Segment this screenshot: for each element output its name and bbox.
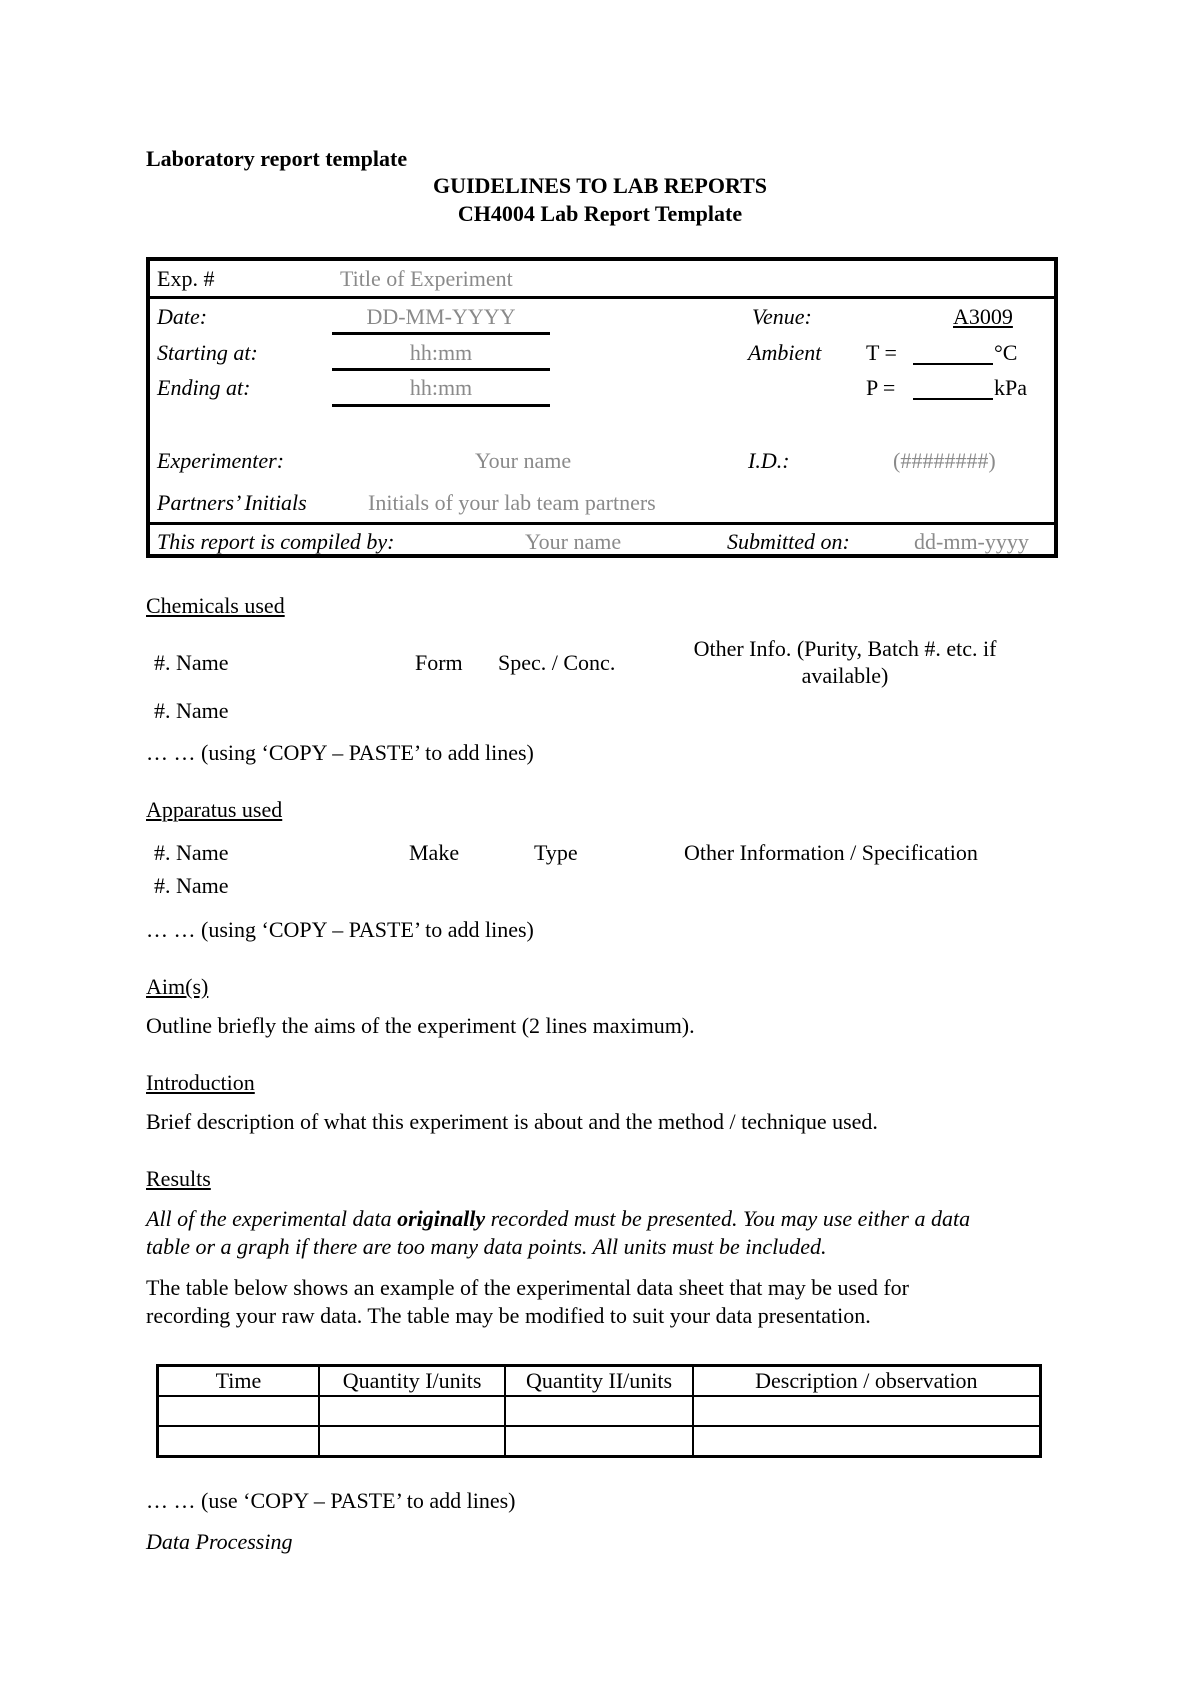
- exp-row-divider: [146, 296, 1058, 299]
- id-field[interactable]: (########): [893, 448, 996, 473]
- ending-underline: [332, 404, 550, 407]
- chemicals-row-name: #. Name: [154, 698, 229, 723]
- apparatus-row-name: #. Name: [154, 873, 229, 898]
- results-instruction-line2: table or a graph if there are too many data points. All units must be included.: [146, 1234, 827, 1259]
- apparatus-col-type: Type: [534, 840, 578, 865]
- partners-field[interactable]: Initials of your lab team partners: [368, 490, 656, 515]
- table-header-quantity-1: Quantity I/units: [319, 1366, 505, 1397]
- table-row: [158, 1396, 1041, 1426]
- results-instruction-line1: [146, 1206, 970, 1232]
- table-cell[interactable]: [505, 1396, 692, 1426]
- table-header-quantity-2: Quantity II/units: [505, 1366, 692, 1397]
- compiled-row-divider: [146, 522, 1058, 525]
- submitted-on-field[interactable]: dd-mm-yyyy: [914, 529, 1029, 554]
- table-header-description: Description / observation: [693, 1366, 1041, 1397]
- ending-time-field[interactable]: hh:mm: [409, 375, 473, 400]
- ambient-label: Ambient: [748, 340, 822, 365]
- results-instruction-a: All of the experimental data: [146, 1206, 398, 1231]
- starting-underline: [332, 368, 550, 371]
- apparatus-col-make: Make: [409, 840, 460, 865]
- date-field[interactable]: DD-MM-YYYY: [366, 304, 516, 329]
- table-cell[interactable]: [319, 1396, 505, 1426]
- pressure-unit: kPa: [994, 375, 1027, 400]
- results-para-line2: recording your raw data. The table may be modified to suit your data presentation.: [146, 1303, 871, 1328]
- introduction-text: Brief description of what this experiment is about and the method / technique used.: [146, 1109, 878, 1134]
- venue-value: A3009: [953, 304, 1013, 329]
- table-cell[interactable]: [158, 1426, 319, 1457]
- starting-time-field[interactable]: hh:mm: [409, 340, 473, 365]
- table-cell[interactable]: [693, 1396, 1041, 1426]
- introduction-heading: Introduction: [146, 1070, 255, 1095]
- experimenter-field[interactable]: Your name: [475, 448, 572, 473]
- raw-data-table: [156, 1364, 1042, 1458]
- date-underline: [332, 332, 550, 335]
- chemicals-col-form: Form: [415, 650, 463, 675]
- doc-label: Laboratory report template: [146, 146, 408, 171]
- table-cell[interactable]: [505, 1426, 692, 1457]
- pressure-field[interactable]: [913, 398, 993, 400]
- temperature-field[interactable]: [913, 363, 993, 365]
- temperature-label: T =: [866, 340, 897, 365]
- data-processing-heading: Data Processing: [146, 1529, 293, 1554]
- exp-title-field[interactable]: Title of Experiment: [340, 266, 513, 291]
- experimenter-label: Experimenter:: [157, 448, 285, 473]
- chemicals-col-other-2: available): [801, 663, 889, 688]
- table-header-row: [158, 1366, 1041, 1397]
- results-instruction-b: recorded must be presented. You may use either a data: [485, 1206, 971, 1231]
- date-label: Date:: [157, 304, 208, 329]
- results-heading: Results: [146, 1166, 211, 1191]
- aims-heading: Aim(s): [146, 974, 209, 999]
- apparatus-copy-note: … … (using ‘COPY – PASTE’ to add lines): [146, 917, 534, 942]
- guidelines-title: GUIDELINES TO LAB REPORTS: [432, 173, 768, 198]
- chemicals-copy-note: … … (using ‘COPY – PASTE’ to add lines): [146, 740, 534, 765]
- apparatus-col-other: Other Information / Specification: [684, 840, 978, 865]
- compiled-by-field[interactable]: Your name: [525, 529, 622, 554]
- results-copy-note: … … (use ‘COPY – PASTE’ to add lines): [146, 1488, 516, 1513]
- apparatus-col-name: #. Name: [154, 840, 229, 865]
- apparatus-heading: Apparatus used: [146, 797, 283, 822]
- starting-label: Starting at:: [157, 340, 258, 365]
- table-cell[interactable]: [158, 1396, 319, 1426]
- aims-text: Outline briefly the aims of the experiment (2 lines maximum).: [146, 1013, 695, 1038]
- ending-label: Ending at:: [157, 375, 251, 400]
- submitted-on-label: Submitted on:: [727, 529, 850, 554]
- pressure-label: P =: [866, 375, 896, 400]
- table-header-time: Time: [158, 1366, 319, 1397]
- table-row: [158, 1426, 1041, 1457]
- compiled-by-label: This report is compiled by:: [157, 529, 395, 554]
- chemicals-heading: Chemicals used: [146, 593, 285, 618]
- temperature-unit: °C: [994, 340, 1018, 365]
- chemicals-col-spec: Spec. / Conc.: [498, 650, 616, 675]
- template-title: CH4004 Lab Report Template: [457, 201, 743, 226]
- chemicals-col-name: #. Name: [154, 650, 229, 675]
- exp-number-label: Exp. #: [157, 266, 215, 291]
- table-cell[interactable]: [319, 1426, 505, 1457]
- id-label: I.D.:: [748, 448, 790, 473]
- results-para-line1: The table below shows an example of the experimental data sheet that may be used for: [146, 1275, 910, 1300]
- table-cell[interactable]: [693, 1426, 1041, 1457]
- partners-label: Partners’ Initials: [157, 490, 307, 515]
- venue-label: Venue:: [752, 304, 812, 329]
- chemicals-col-other-1: Other Info. (Purity, Batch #. etc. if: [693, 636, 997, 661]
- results-instruction-bold: originally: [397, 1206, 486, 1231]
